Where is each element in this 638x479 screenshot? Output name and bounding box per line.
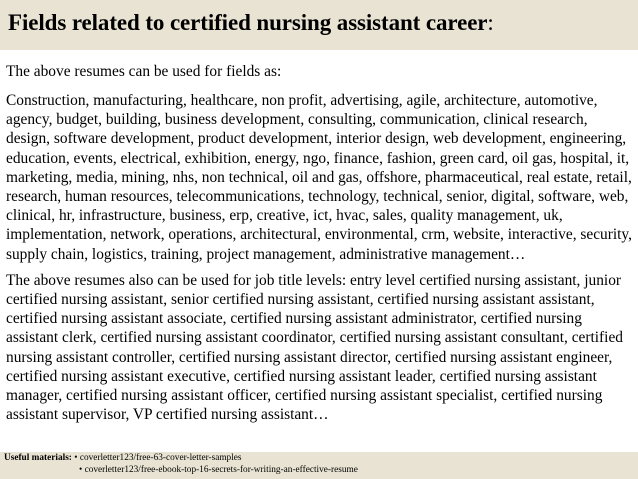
- title-bar: [0, 0, 638, 50]
- footer: [0, 452, 638, 479]
- page-title-text: Fields related to certified nursing assistant career: [8, 10, 488, 35]
- footer-line-2: [4, 465, 638, 477]
- page-title: [8, 10, 494, 35]
- intro-text: The above resumes can be used for fields as:: [6, 63, 282, 80]
- footer-link-cover-letter-samples[interactable]: • coverletter123/free-63-cover-letter-samples: [74, 453, 242, 463]
- main-content: [0, 50, 638, 452]
- page-title-colon: :: [487, 10, 494, 35]
- fields-paragraph: Construction, manufacturing, healthcare, non profit, advertising, agile, architecture, automotive, agency, budget, building, business development, consulting, communication, clinical research, design, software development, product development, interior design, web development, engineering, education, events, electrical, exhibition, energy, ngo, finance, fashion, green card, oil gas, hospital, it, marketing, media, mining, nhs, non technical, oil and gas, offshore, pharmaceutical, real estate, retail, research, human resources, telecommunications, technology, technical, senior, digital, software, web, clinical, hr, infrastructure, business, erp, creative, ict, hvac, sales, quality management, uk, implementation, network, operations, architectural, environmental, crm, website, interactive, security, supply chain, logistics, training, project management, administrative management…: [6, 92, 632, 263]
- job-levels-paragraph: The above resumes also can be used for job title levels: entry level certified nursing assistant, junior certified nursing assistant, senior certified nursing assistant, certified nursing assistant assistant, certified nursing assistant associate, certified nursing assistant administrator, certified nursing assistant clerk, certified nursing assistant coordinator, certified nursing assistant consultant, certified nursing assistant controller, certified nursing assistant director, certified nursing assistant engineer, certified nursing assistant executive, certified nursing assistant leader, certified nursing assistant manager, certified nursing assistant officer, certified nursing assistant specialist, certified nursing assistant supervisor, VP certified nursing assistant…: [6, 271, 623, 424]
- footer-line-1: [4, 453, 638, 465]
- footer-link-ebook-resume-secrets[interactable]: • coverletter123/free-ebook-top-16-secrets-for-writing-an-effective-resume: [79, 464, 358, 475]
- footer-label: Useful materials:: [4, 453, 72, 463]
